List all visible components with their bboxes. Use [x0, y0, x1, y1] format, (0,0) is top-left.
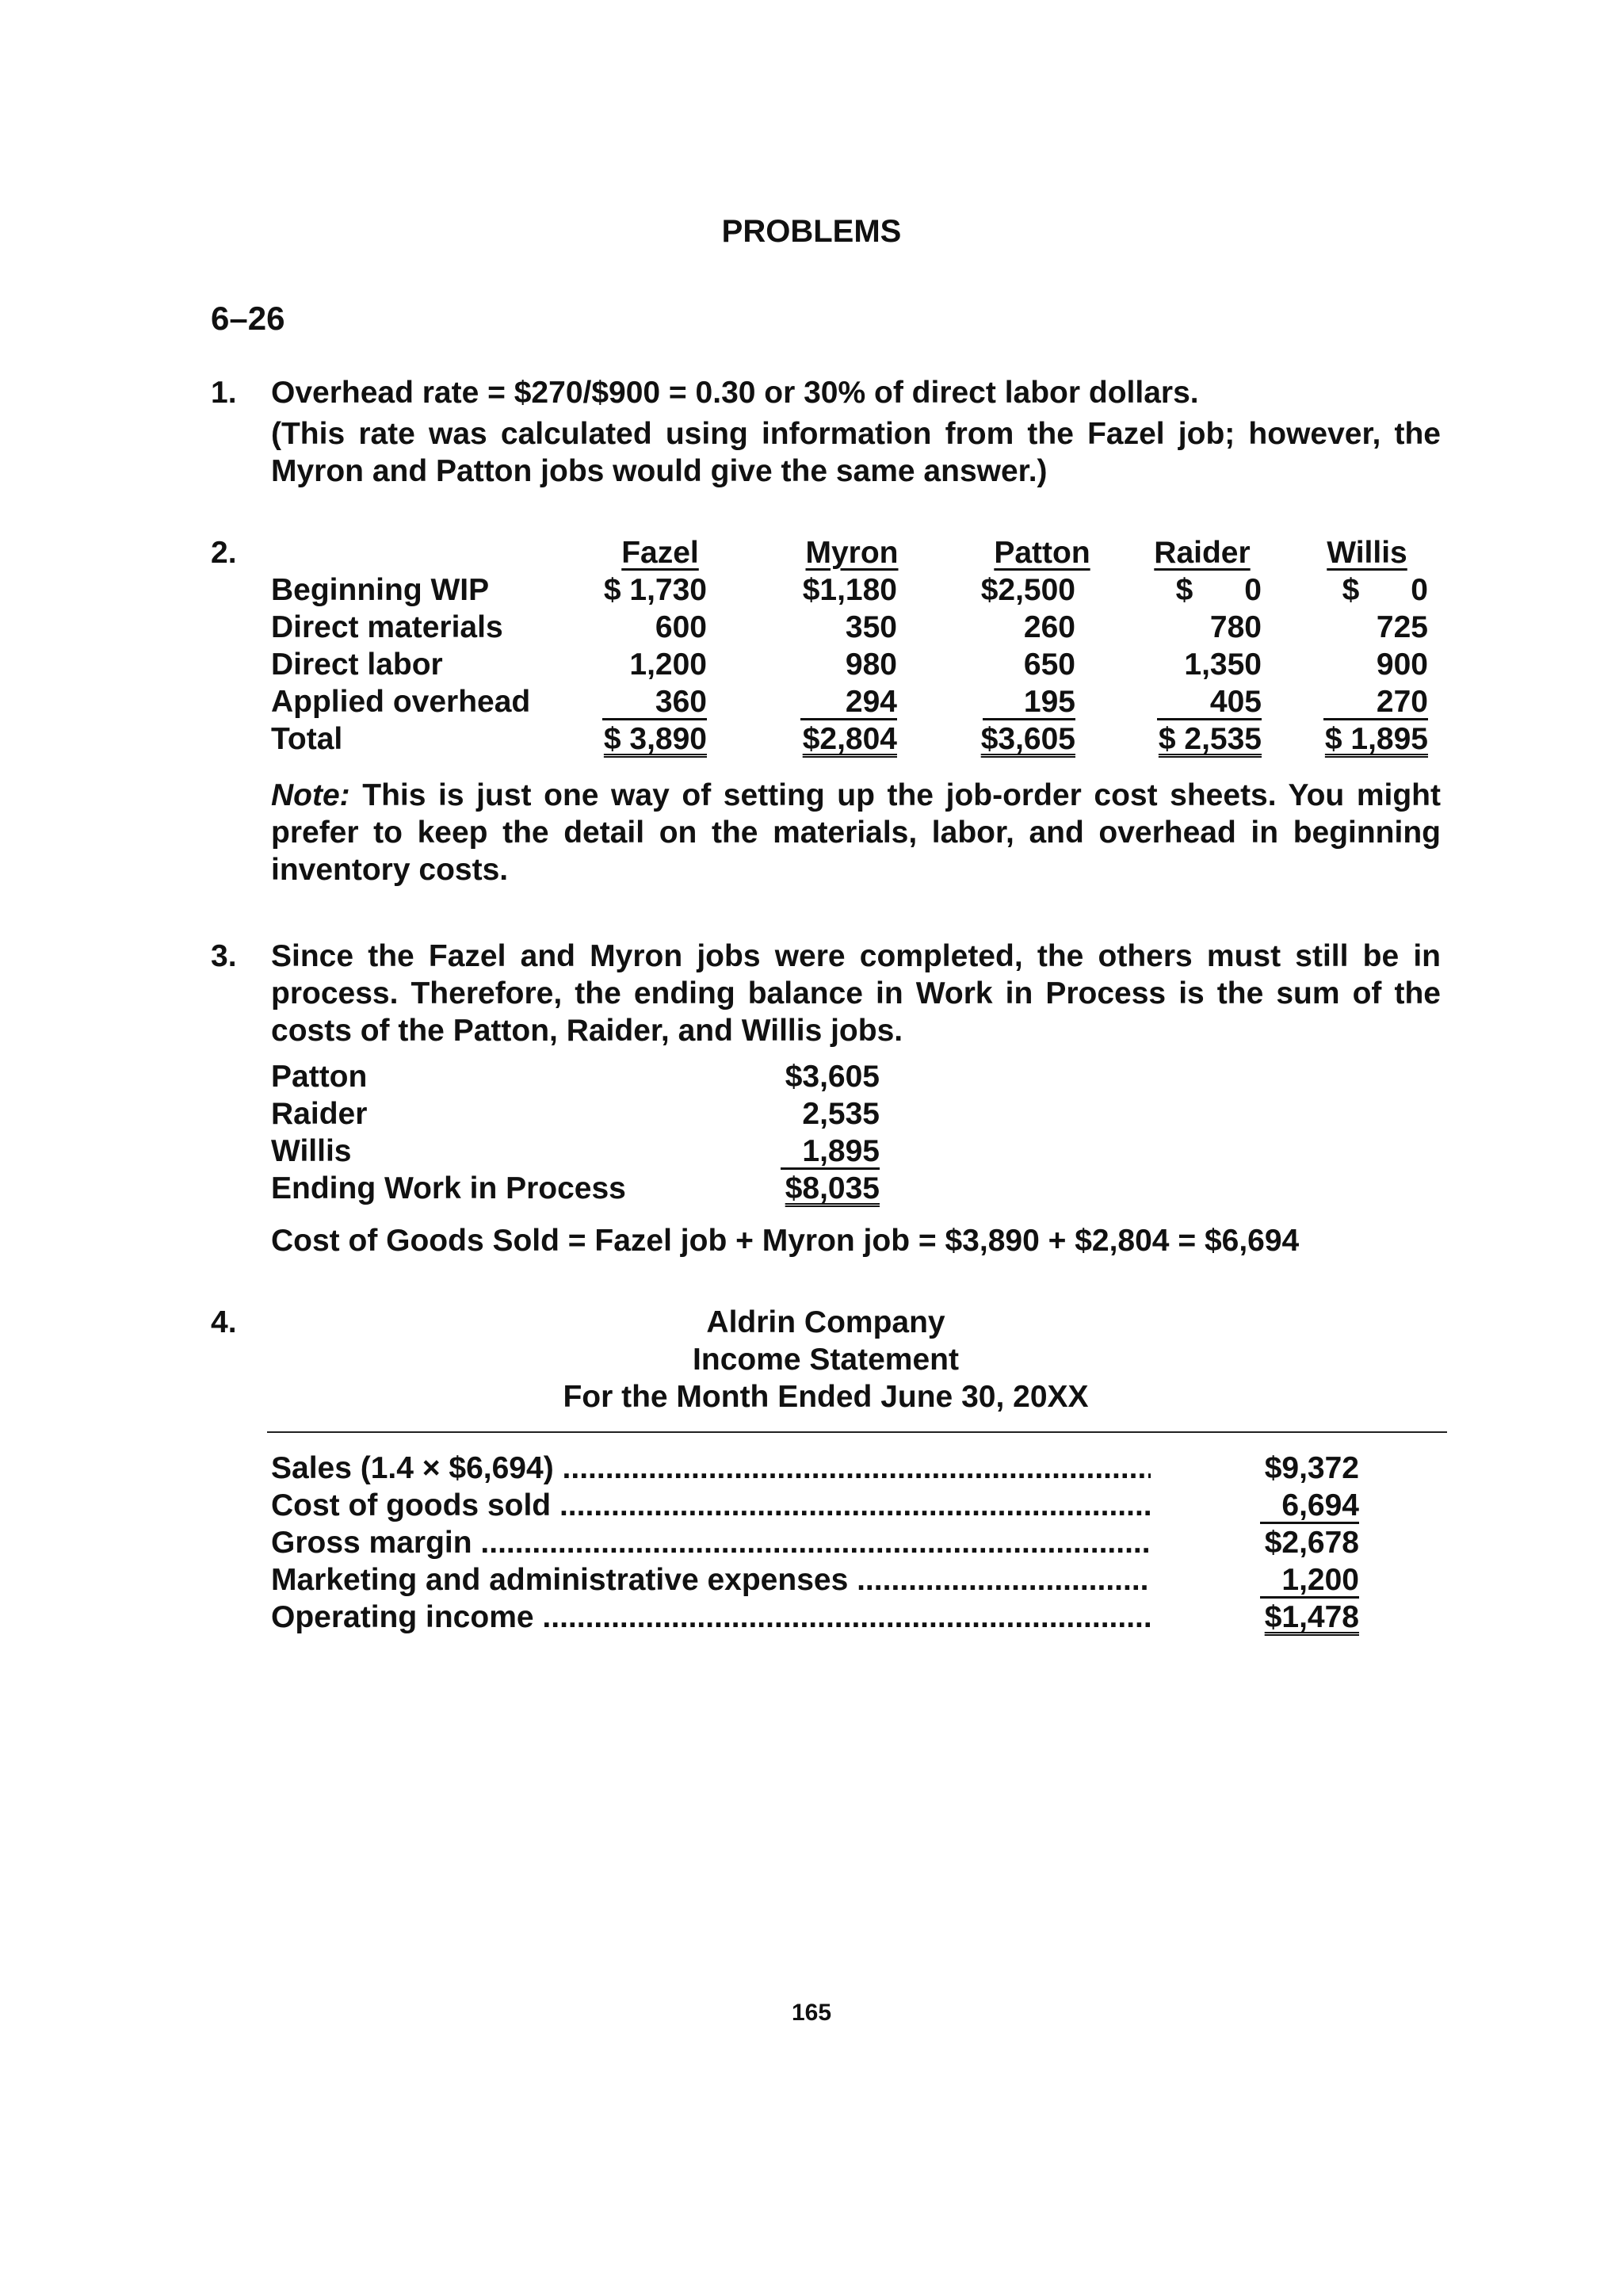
- table-cell: $3,605: [980, 722, 1075, 756]
- is-row-label: Sales (1.4 × $6,694) .....: [271, 1450, 1151, 1487]
- table-cell: 195: [983, 683, 1075, 720]
- wip-label-ending: Ending Work in Process: [271, 1171, 626, 1205]
- wip-value: 1,895: [781, 1133, 880, 1170]
- table-cell: 980: [845, 648, 897, 682]
- wip-label-willis: Willis: [271, 1134, 352, 1168]
- page-heading: PROBLEMS: [721, 214, 902, 249]
- statement-period: For the Month Ended June 30, 20XX: [563, 1380, 1089, 1414]
- table-cell: $ 3,890: [603, 722, 707, 756]
- row-label-total: Total: [271, 722, 343, 756]
- col-header-willis: Willis: [1327, 536, 1407, 570]
- table-cell: 294: [800, 683, 897, 720]
- note-text: This is just one way of setting up the job-order cost sheets. You might prefer to keep the detail on the materials, labor, and overhead in beginning inventory costs.: [271, 778, 1441, 887]
- table-cell: 360: [602, 683, 707, 720]
- row-label-direct-materials: Direct materials: [271, 610, 503, 644]
- row-label-beginning-wip: Beginning WIP: [271, 573, 490, 607]
- is-row-label: Marketing and administrative expenses .....: [271, 1561, 1151, 1599]
- table-cell: 260: [1023, 610, 1075, 644]
- is-row-value: $2,678: [1264, 1526, 1359, 1560]
- table-cell: 900: [1376, 648, 1428, 682]
- wip-value-total: $8,035: [785, 1171, 880, 1205]
- wip-label-raider: Raider: [271, 1097, 368, 1131]
- table-cell: $ 1,895: [1324, 722, 1428, 756]
- row-label-direct-labor: Direct labor: [271, 648, 443, 682]
- table-cell: $ 0: [1175, 573, 1262, 607]
- part3-text: Since the Fazel and Myron jobs were completed, the others must still be in process. Therefore, the ending balance in Work in Process is the sum of the costs of the Patton, Raider, and Willis jobs.: [271, 939, 1441, 1048]
- page-number: 165: [791, 2000, 832, 2026]
- table-cell: $1,180: [802, 573, 897, 607]
- table-cell: 600: [655, 610, 707, 644]
- note-label: Note:: [271, 778, 350, 812]
- table-cell: $2,804: [802, 722, 897, 756]
- is-row-label: Operating income .....: [271, 1599, 1151, 1636]
- table-cell: $ 2,535: [1158, 722, 1262, 756]
- col-header-myron: Myron: [805, 536, 899, 570]
- table-cell: 725: [1376, 610, 1428, 644]
- is-row-label: Cost of goods sold .....: [271, 1487, 1151, 1524]
- statement-title: Income Statement: [693, 1343, 959, 1377]
- table-cell: 350: [845, 610, 897, 644]
- part3-number: 3.: [211, 939, 237, 973]
- row-label-applied-overhead: Applied overhead: [271, 685, 531, 719]
- part2-note: [271, 777, 1441, 888]
- table-cell: 780: [1209, 610, 1262, 644]
- is-row-value: $1,478: [1264, 1600, 1359, 1634]
- part1-number: 1.: [211, 376, 237, 410]
- cogs-line: Cost of Goods Sold = Fazel job + Myron job = $3,890 + $2,804 = $6,694: [271, 1224, 1300, 1258]
- table-cell: 1,350: [1184, 648, 1262, 682]
- table-cell: $ 0: [1342, 573, 1428, 607]
- col-header-fazel: Fazel: [621, 536, 699, 570]
- col-header-raider: Raider: [1154, 536, 1251, 570]
- problem-number: 6–26: [211, 300, 285, 337]
- part1-line1: Overhead rate = $270/$900 = 0.30 or 30% of direct labor dollars.: [271, 376, 1199, 410]
- wip-label-patton: Patton: [271, 1060, 368, 1094]
- table-cell: $2,500: [980, 573, 1075, 607]
- is-row-value: $9,372: [1264, 1451, 1359, 1485]
- part4-number: 4.: [211, 1305, 237, 1339]
- statement-company: Aldrin Company: [706, 1305, 945, 1339]
- wip-value: 2,535: [802, 1097, 880, 1131]
- is-row-value: 6,694: [1260, 1487, 1359, 1524]
- part1-line2: (This rate was calculated using information from the Fazel job; however, the Myron and Patton jobs would give the same answer.): [271, 417, 1441, 488]
- table-cell: 650: [1023, 648, 1075, 682]
- table-cell: $ 1,730: [603, 573, 707, 607]
- part2-number: 2.: [211, 536, 237, 570]
- is-row-label: Gross margin .....: [271, 1524, 1151, 1561]
- wip-value: $3,605: [785, 1060, 880, 1094]
- table-cell: 1,200: [629, 648, 707, 682]
- table-cell: 405: [1157, 683, 1262, 720]
- table-cell: 270: [1323, 683, 1428, 720]
- col-header-patton: Patton: [994, 536, 1090, 570]
- header-rule: [267, 1431, 1447, 1433]
- is-row-value: 1,200: [1260, 1561, 1359, 1599]
